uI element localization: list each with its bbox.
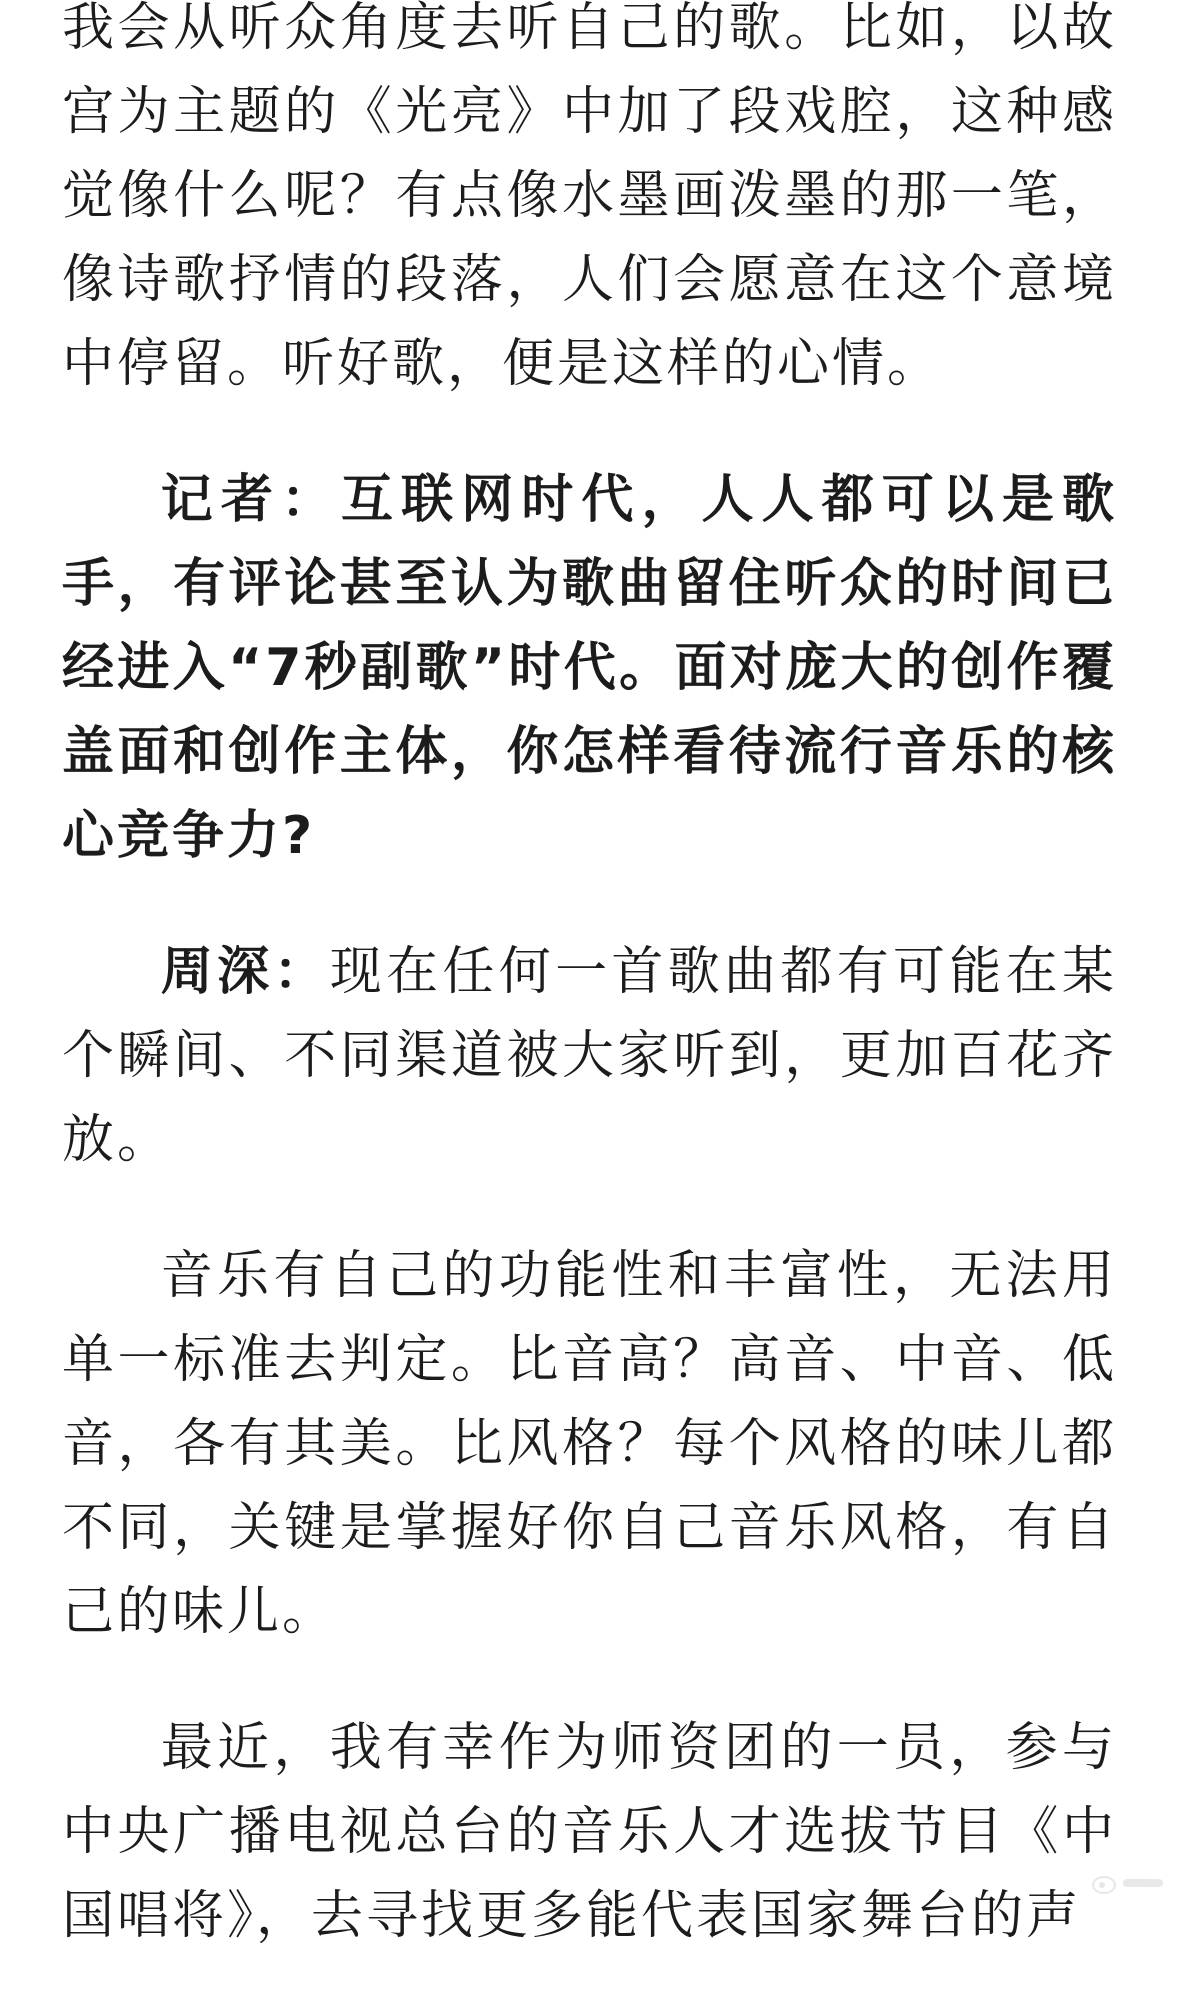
watermark-text-mark: [1123, 1879, 1163, 1887]
paragraph-text: 最近，我有幸作为师资团的一员，参与中央广播电视总台的音乐人才选拔节目《中国唱将》，去寻找更多能代表国家舞台的声: [62, 1718, 1117, 1946]
paragraph-text: 我会从听众角度去听自己的歌。比如，以故宫为主题的《光亮》中加了段戏腔，这种感觉像什么呢？有点像水墨画泼墨的那一笔，像诗歌抒情的段落，人们会愿意在这个意境中停留。听好歌，便是这样的心情。: [62, 0, 1117, 394]
speaker-label-reporter: 记者：: [160, 470, 342, 530]
speaker-label-zhou-shen: 周深：: [160, 942, 330, 1002]
paragraph-body: [62, 1234, 1117, 1654]
paragraph-text: 音乐有自己的功能性和丰富性，无法用单一标准去判定。比音高？高音、中音、低音，各有其美。比风格？每个风格的味儿都不同，关键是掌握好你自己音乐风格，有自己的味儿。: [62, 1246, 1117, 1642]
article-body: [62, 0, 1117, 2010]
paragraph-reporter-question: [62, 458, 1117, 878]
paragraph-text: 现在任何一首歌曲都有可能在某个瞬间、不同渠道被大家听到，更加百花齐放。: [62, 942, 1117, 1170]
paragraph-text: 互联网时代，人人都可以是歌手，有评论甚至认为歌曲留住听众的时间已经进入“7秒副歌”时代。面对庞大的创作覆盖面和创作主体，你怎样看待流行音乐的核心竞争力?: [62, 470, 1117, 866]
watermark: [1091, 1870, 1165, 1896]
paragraph-continuation: [62, 0, 1117, 406]
paragraph-body: [62, 1706, 1117, 1958]
weibo-logo-icon: [1091, 1870, 1117, 1896]
paragraph-answer: [62, 930, 1117, 1182]
